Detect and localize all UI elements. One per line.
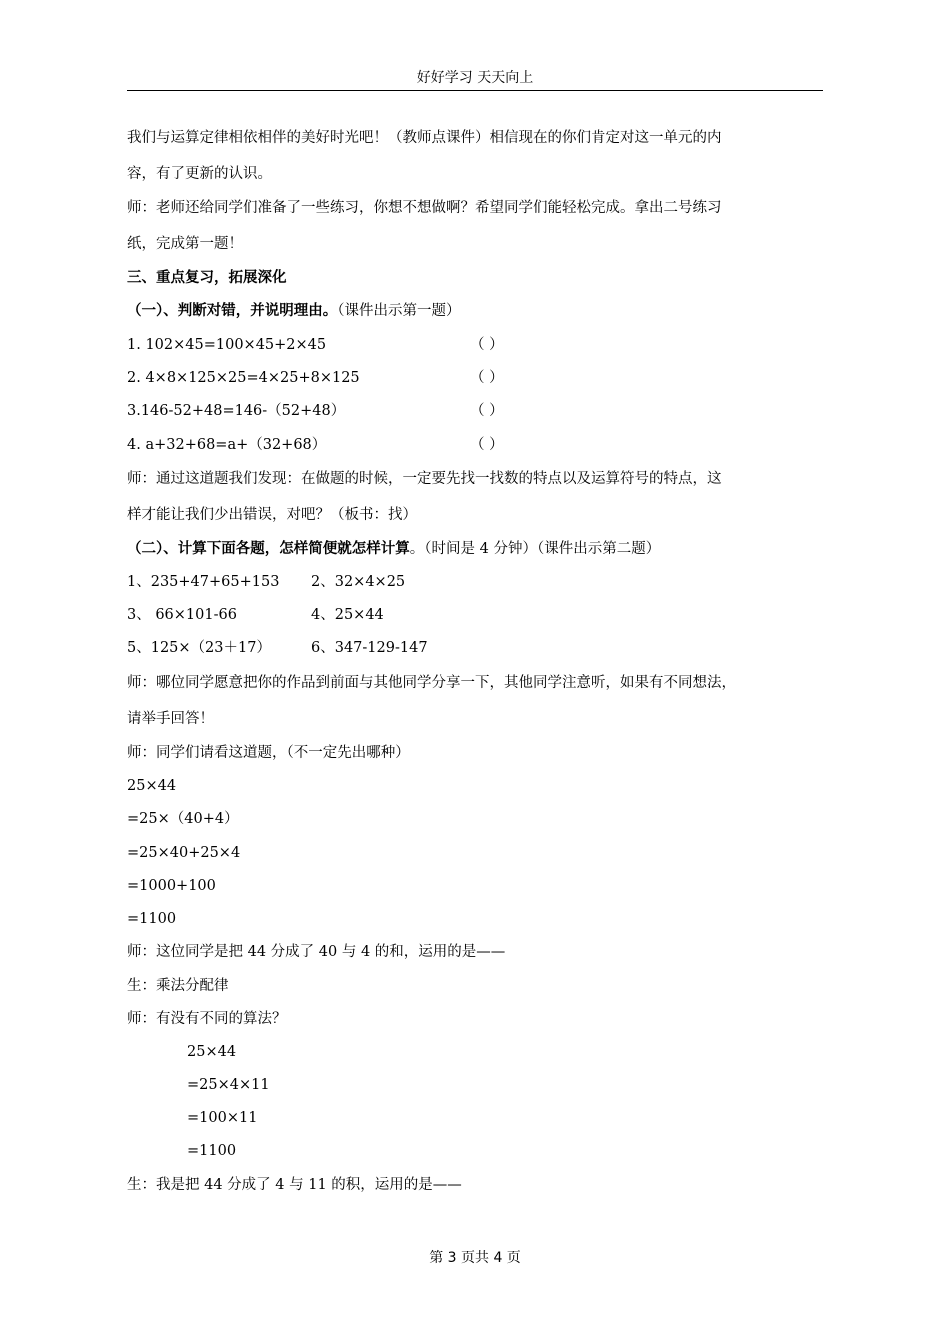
page-footer: 第 3 页共 4 页 (429, 1250, 521, 1266)
calc-step: =1000+100 (127, 878, 216, 894)
paragraph-line: 师：同学们请看这道题，（不一定先出哪种） (127, 745, 410, 761)
calc-step: =1100 (127, 911, 177, 927)
section2-title-rest: 。（时间是 4 分钟）（课件出示第二题） (409, 541, 661, 557)
answer-blank-4: （ ） (470, 437, 504, 453)
paragraph-line: 我们与运算定律相依相伴的美好时光吧！（教师点课件）相信现在的你们肯定对这一单元的内 (127, 130, 722, 146)
section2-title (127, 539, 660, 559)
section1-title-bold: （一）、判断对错，并说明理由。 (127, 302, 338, 319)
paragraph-line: 师：哪位同学愿意把你的作品到前面与其他同学分享一下，其他同学注意听，如果有不同想法， (127, 675, 736, 691)
paragraph-line: 生：我是把 44 分成了 4 与 11 的积，运用的是—— (127, 1177, 462, 1193)
paragraph-line: 纸，完成第一题！ (127, 236, 243, 252)
calc-step-alt: 25×44 (187, 1044, 237, 1060)
judge-item-1: 1. 102×45=100×45+2×45 (127, 337, 327, 353)
section1-title-rest: （课件出示第一题） (337, 303, 461, 319)
page-header: 好好学习 天天向上 (127, 68, 823, 91)
paragraph-line: 师：这位同学是把 44 分成了 40 与 4 的和，运用的是—— (127, 944, 506, 960)
calc-step: =25×40+25×4 (127, 845, 241, 861)
paragraph-line: 师：老师还给同学们准备了一些练习，你想不想做啊？希望同学们能轻松完成。拿出二号练习 (127, 200, 722, 216)
judge-item-3: 3.146-52+48=146-（52+48） (127, 403, 346, 419)
section2-title-bold: （二）、计算下面各题，怎样简便就怎样计算 (127, 540, 410, 557)
section1-title (127, 301, 461, 321)
calc-step-alt: =25×4×11 (187, 1077, 270, 1093)
calc-item-6: 6、347-129-147 (311, 640, 428, 656)
calc-item-2: 2、32×4×25 (311, 574, 406, 590)
calc-step: 25×44 (127, 778, 177, 794)
calc-step-alt: =100×11 (187, 1110, 258, 1126)
paragraph-line: 容，有了更新的认识。 (127, 166, 272, 182)
calc-step: =25×（40+4） (127, 811, 239, 827)
paragraph-line: 师：通过这道题我们发现：在做题的时候，一定要先找一找数的特点以及运算符号的特点，这 (127, 471, 722, 487)
paragraph-line: 请举手回答！ (127, 711, 214, 727)
section-heading: 三、重点复习，拓展深化 (127, 269, 287, 286)
calc-item-1: 1、235+47+65+153 (127, 574, 280, 590)
answer-blank-1: （ ） (470, 337, 504, 353)
calc-item-4: 4、25×44 (311, 607, 384, 623)
judge-item-4: 4. a+32+68=a+（32+68） (127, 437, 327, 453)
judge-item-2: 2. 4×8×125×25=4×25+8×125 (127, 370, 360, 386)
paragraph-line: 师：有没有不同的算法？ (127, 1011, 287, 1027)
paragraph-line: 生：乘法分配律 (127, 978, 229, 994)
calc-item-5: 5、125×（23＋17） (127, 640, 271, 656)
answer-blank-2: （ ） (470, 370, 504, 386)
paragraph-line: 样才能让我们少出错误，对吧？（板书：找） (127, 507, 417, 523)
calc-item-3: 3、 66×101-66 (127, 607, 237, 623)
calc-step-alt: =1100 (187, 1143, 237, 1159)
answer-blank-3: （ ） (470, 403, 504, 419)
